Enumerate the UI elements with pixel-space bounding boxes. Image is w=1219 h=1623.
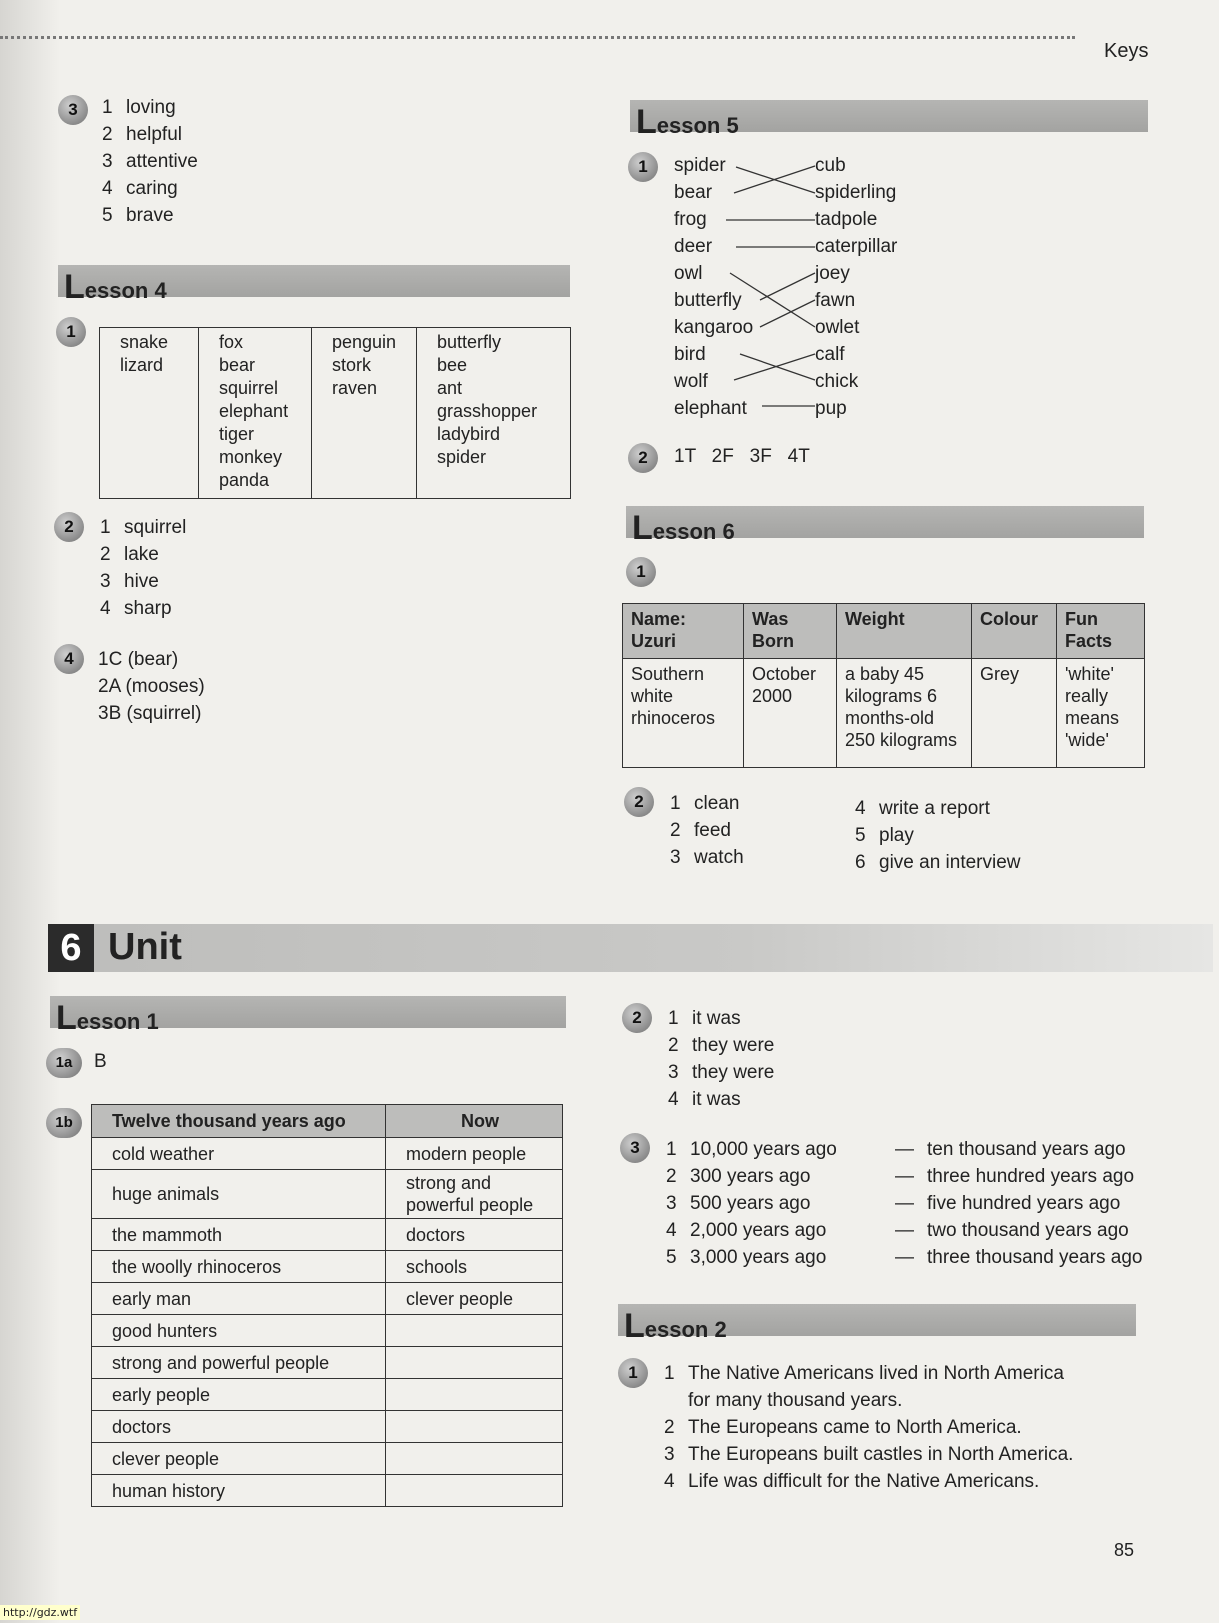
answer-list — [670, 790, 744, 871]
table-header: Fun Facts — [1057, 604, 1145, 659]
answer-text: B — [94, 1051, 107, 1072]
match-item: fawn — [815, 290, 856, 311]
list-item: 3 hive — [100, 571, 159, 592]
list-item: 4 caring — [102, 178, 178, 199]
match-item: elephant — [674, 398, 747, 419]
list-item: 1 it was — [668, 1008, 741, 1029]
match-item: joey — [815, 263, 850, 284]
animal-groups-table — [99, 327, 571, 499]
list-item: 2 feed — [670, 820, 731, 841]
list-item: 6 give an interview — [855, 852, 1021, 873]
table-cell: 'white' really means 'wide' — [1057, 659, 1145, 768]
list-item: 4 sharp — [100, 598, 172, 619]
header-dotted-rule — [0, 36, 1075, 39]
match-item: deer — [674, 236, 713, 257]
table-row: strong and powerful people — [92, 1347, 563, 1379]
table-cell: fox bear squirrel elephant tiger monkey panda — [199, 328, 312, 499]
match-item: calf — [815, 344, 845, 365]
list-item: 5 play — [855, 825, 914, 846]
list-item: 3 500 years ago — five hundred years ago — [666, 1193, 1121, 1214]
exercise-badge: 4 — [54, 644, 84, 674]
match-item: kangaroo — [674, 317, 754, 338]
exercise-badge: 2 — [622, 1003, 652, 1033]
table-row: early man clever people — [92, 1283, 563, 1315]
true-false-answers: 1T 2F 3F 4T — [674, 446, 810, 467]
list-item: 1C (bear) — [98, 649, 179, 670]
matching-lines — [720, 152, 820, 424]
match-item: spider — [674, 155, 726, 176]
match-line — [760, 300, 815, 327]
list-item: 3 watch — [670, 847, 744, 868]
table-cell: butterfly bee ant grasshopper ladybird spider — [417, 328, 571, 499]
table-row: the woolly rhinoceros schools — [92, 1251, 563, 1283]
exercise-badge: 3 — [58, 95, 88, 125]
list-item: 4 it was — [668, 1089, 741, 1110]
list-item: 3 The Europeans built castles in North America. — [664, 1444, 1074, 1465]
unit-number: 6 — [48, 924, 94, 972]
list-item: 2 300 years ago — three hundred years ago — [666, 1166, 1135, 1187]
table-header: Weight — [837, 604, 972, 659]
exercise-badge: 1 — [628, 152, 658, 182]
table-cell: October 2000 — [744, 659, 837, 768]
list-item: 1 loving — [102, 97, 176, 118]
table-row: huge animals strong and powerful people — [92, 1170, 563, 1219]
match-item: chick — [815, 371, 859, 392]
table-cell: a baby 45 kilograms 6 months-old 250 kilograms — [837, 659, 972, 768]
then-now-table — [91, 1104, 563, 1507]
list-item: 2A (mooses) — [98, 676, 205, 697]
match-item: caterpillar — [815, 236, 898, 257]
exercise-badge: 1 — [626, 557, 656, 587]
table-row: cold weather modern people — [92, 1138, 563, 1170]
exercise-badge: 2 — [54, 512, 84, 542]
table-row: good hunters — [92, 1315, 563, 1347]
list-item: 2 The Europeans came to North America. — [664, 1417, 1022, 1438]
list-item: 5 brave — [102, 205, 174, 226]
list-item: 4 Life was difficult for the Native Americans. — [664, 1471, 1040, 1492]
match-item: spiderling — [815, 182, 897, 203]
unit-banner — [48, 924, 1213, 972]
exercise-badge: 1b — [46, 1108, 82, 1138]
exercise-badge: 1 — [56, 317, 86, 347]
match-item: owl — [674, 263, 703, 284]
matching-right-column — [815, 152, 897, 422]
years-conversion-list — [666, 1136, 1143, 1271]
page-gutter-shadow — [0, 0, 60, 1623]
table-header: Now — [386, 1105, 563, 1138]
table-row: early people — [92, 1379, 563, 1411]
list-item: 4 write a report — [855, 798, 990, 819]
lesson-heading: Lesson 4 — [58, 265, 570, 297]
list-item: 4 2,000 years ago — two thousand years ago — [666, 1220, 1129, 1241]
match-item: cub — [815, 155, 846, 176]
table-row: human history — [92, 1475, 563, 1507]
exercise-badge: 2 — [628, 443, 658, 473]
table-header: Colour — [972, 604, 1057, 659]
list-item: 2 they were — [668, 1035, 775, 1056]
list-item: 5 3,000 years ago — three thousand years ago — [666, 1247, 1143, 1268]
answer-list — [100, 514, 186, 622]
uzuri-fact-table — [622, 603, 1145, 768]
unit-title: Unit — [108, 926, 182, 968]
table-cell: snake lizard — [100, 328, 199, 499]
table-header: Name: Uzuri — [623, 604, 744, 659]
exercise-badge: 2 — [624, 787, 654, 817]
match-item: bear — [674, 182, 713, 203]
match-item: tadpole — [815, 209, 878, 230]
exercise-badge: 3 — [620, 1133, 650, 1163]
match-item: wolf — [674, 371, 708, 392]
lesson-heading: Lesson 6 — [626, 506, 1144, 538]
match-line — [760, 273, 815, 300]
exercise-badge: 1 — [618, 1358, 648, 1388]
list-item: 1 10,000 years ago — ten thousand years ago — [666, 1139, 1126, 1160]
list-item: 3B (squirrel) — [98, 703, 202, 724]
match-item: pup — [815, 398, 847, 419]
match-line — [736, 167, 815, 193]
table-cell: Southern white rhinoceros — [623, 659, 744, 768]
answer-list — [102, 94, 198, 229]
list-item: 3 they were — [668, 1062, 775, 1083]
list-item: 1 The Native Americans lived in North America — [664, 1363, 1064, 1384]
table-cell: penguin stork raven — [312, 328, 417, 499]
list-item: 2 helpful — [102, 124, 182, 145]
list-item: 2 lake — [100, 544, 159, 565]
table-row: doctors — [92, 1411, 563, 1443]
answer-list — [668, 1005, 774, 1113]
match-line — [730, 273, 815, 327]
list-item: 3 attentive — [102, 151, 198, 172]
match-item: butterfly — [674, 290, 742, 311]
running-header: Keys — [1104, 40, 1149, 62]
answer-list — [98, 646, 205, 727]
table-cell: Grey — [972, 659, 1057, 768]
answer-list — [664, 1360, 1073, 1495]
source-url[interactable]: http://gdz.wtf — [0, 1605, 80, 1620]
answer-list — [855, 795, 1021, 876]
table-header: Twelve thousand years ago — [92, 1105, 386, 1138]
table-header: Was Born — [744, 604, 837, 659]
table-row: the mammoth doctors — [92, 1219, 563, 1251]
table-row: clever people — [92, 1443, 563, 1475]
list-item: 1 squirrel — [100, 517, 187, 538]
list-item: for many thousand years. — [688, 1390, 903, 1411]
exercise-badge: 1a — [46, 1048, 82, 1078]
lesson-heading: Lesson 1 — [50, 996, 566, 1028]
lesson-heading: Lesson 2 — [618, 1304, 1136, 1336]
match-item: frog — [674, 209, 707, 230]
page-number: 85 — [1114, 1540, 1135, 1560]
lesson-heading: Lesson 5 — [630, 100, 1148, 132]
match-item: owlet — [815, 317, 860, 338]
match-item: bird — [674, 344, 706, 365]
list-item: 1 clean — [670, 793, 740, 814]
